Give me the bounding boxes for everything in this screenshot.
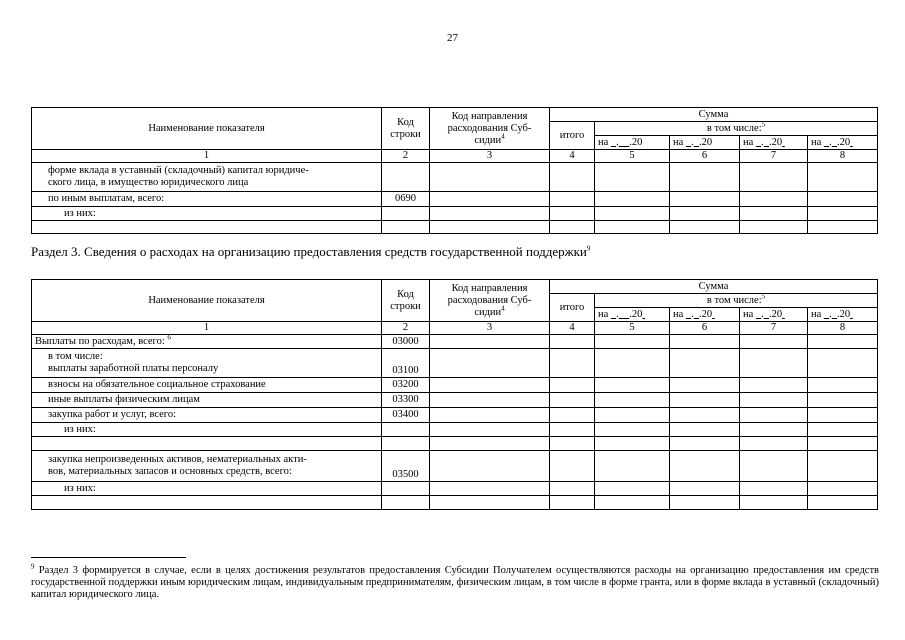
header-sum: Сумма	[550, 280, 878, 294]
table-row	[32, 378, 878, 393]
col-num: 6	[670, 322, 740, 335]
table-row	[32, 192, 878, 207]
col-num: 8	[808, 322, 878, 335]
col-num: 8	[808, 150, 878, 163]
footnote: $^9$ Раздел 3 формируется в случае, если в целях достижения результатов предоставления Субсидии Получателем осуществляются расходы на организацию предоставления им средств государственной поддержки иным юридическим лицам, индивидуальным предпринимателям, физическим лицам, в том числе в форме гранта, или в форме вклада в уставный (складочный) капитал юридического лица.	[31, 562, 879, 600]
row-name	[32, 437, 382, 451]
footnote-separator	[31, 557, 186, 558]
row-code: 03500	[382, 451, 430, 482]
row-name: закупка работ и услуг, всего:	[32, 408, 382, 423]
row-name	[32, 221, 382, 234]
table-row	[32, 496, 878, 510]
row-code	[382, 423, 430, 437]
col-num: 3	[430, 322, 550, 335]
col-num: 2	[382, 322, 430, 335]
row-name: взносы на обязательное социальное страхование	[32, 378, 382, 393]
header-date: на . .20	[670, 308, 740, 322]
table-row	[32, 163, 878, 192]
row-code	[382, 221, 430, 234]
row-code	[382, 482, 430, 496]
header-total: итого	[550, 294, 595, 322]
row-code: 0690	[382, 192, 430, 207]
table-row	[32, 423, 878, 437]
col-num: 3	[430, 150, 550, 163]
page-number: 27	[447, 32, 458, 44]
header-name: Наименование показателя	[32, 280, 382, 322]
table-row	[32, 221, 878, 234]
header-total: итого	[550, 122, 595, 150]
section-3-title: Раздел 3. Сведения о расходах на организацию предоставления средств государственной поддержки$^9$	[31, 244, 591, 259]
header-including: в том числе:$^5$	[595, 122, 878, 136]
row-code	[382, 437, 430, 451]
header-sum: Сумма	[550, 108, 878, 122]
col-num: 1	[32, 150, 382, 163]
header-date: на . .20	[670, 136, 740, 150]
header-code: Код строки	[382, 108, 430, 150]
table-row	[32, 408, 878, 423]
table-row	[32, 207, 878, 221]
row-code: 03200	[382, 378, 430, 393]
header-including: в том числе:$^5$	[595, 294, 878, 308]
row-name: форме вклада в уставный (складочный) капитал юридиче- ского лица, в имущество юридического лица	[32, 163, 382, 192]
row-name: из них:	[32, 482, 382, 496]
row-code: 03100	[382, 349, 430, 378]
col-num: 5	[595, 322, 670, 335]
col-num: 6	[670, 150, 740, 163]
row-name: Выплаты по расходам, всего: $^6$	[32, 335, 382, 349]
col-num: 4	[550, 150, 595, 163]
col-num: 2	[382, 150, 430, 163]
header-date: на . .20	[740, 308, 808, 322]
row-code: 03400	[382, 408, 430, 423]
table-row	[32, 335, 878, 349]
table-row	[32, 437, 878, 451]
row-name: из них:	[32, 207, 382, 221]
header-date: на . .20	[595, 136, 670, 150]
header-date: на . .20	[595, 308, 670, 322]
header-date: на . .20	[740, 136, 808, 150]
row-name	[32, 496, 382, 510]
table-row	[32, 349, 878, 378]
header-code: Код строки	[382, 280, 430, 322]
row-name: из них:	[32, 423, 382, 437]
row-name: в том числе: выплаты заработной платы персоналу	[32, 349, 382, 378]
row-code	[382, 207, 430, 221]
table-row	[32, 393, 878, 408]
header-direction: Код направления расходования Суб- сидии$^4$	[430, 108, 550, 150]
row-name: закупка непроизведенных активов, нематериальных акти- вов, материальных запасов и основных средств, всего:	[32, 451, 382, 482]
header-date: на . .20	[808, 136, 878, 150]
col-num: 4	[550, 322, 595, 335]
row-code	[382, 163, 430, 192]
header-date: на . .20	[808, 308, 878, 322]
table-row	[32, 482, 878, 496]
row-code: 03300	[382, 393, 430, 408]
col-num: 7	[740, 322, 808, 335]
row-code: 03000	[382, 335, 430, 349]
header-name: Наименование показателя	[32, 108, 382, 150]
header-direction: Код направления расходования Суб- сидии$^4$	[430, 280, 550, 322]
col-num: 7	[740, 150, 808, 163]
row-name: по иным выплатам, всего:	[32, 192, 382, 207]
table-section-3	[31, 279, 878, 510]
table-payments-continued	[31, 107, 878, 234]
table-row	[32, 451, 878, 482]
row-code	[382, 496, 430, 510]
row-name: иные выплаты физическим лицам	[32, 393, 382, 408]
col-num: 5	[595, 150, 670, 163]
col-num: 1	[32, 322, 382, 335]
